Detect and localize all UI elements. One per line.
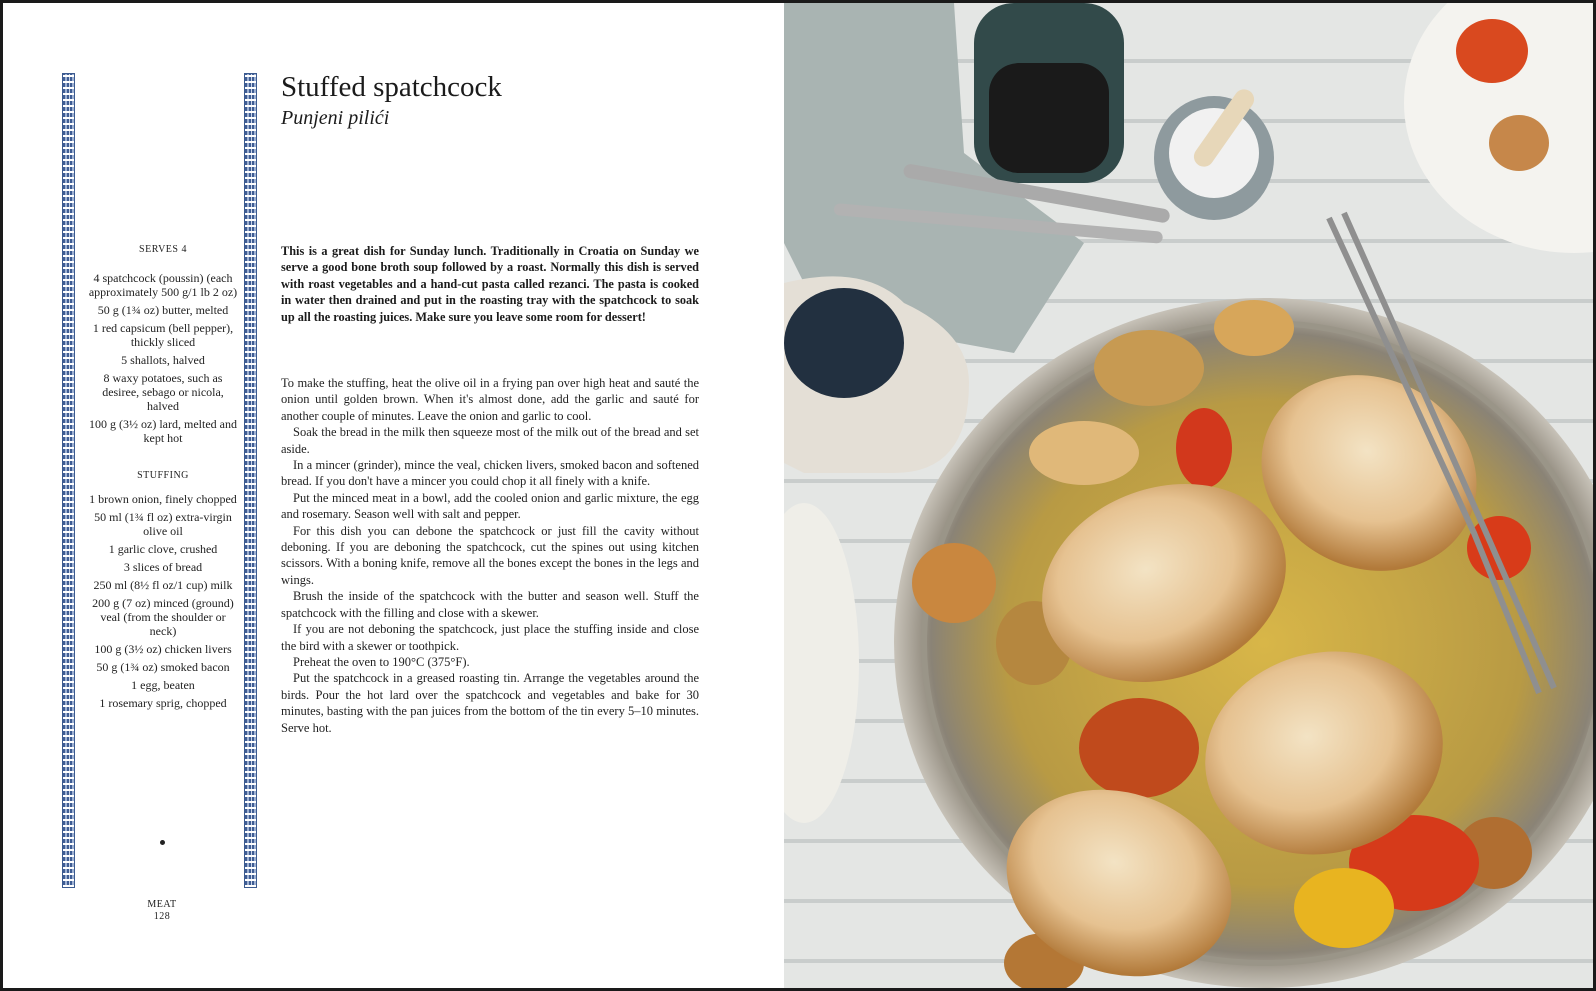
method-paragraph: If you are not deboning the spatchcock, just place the stuffing inside and close the bird with a skewer or toothpick. (281, 622, 699, 653)
method-paragraph: Soak the bread in the milk then squeeze most of the milk out of the bread and set aside. (281, 425, 699, 456)
decorative-border-left (62, 73, 75, 888)
section-name: MEAT (147, 899, 177, 910)
decorative-border-right (244, 73, 257, 888)
ingredient-item: 100 g (3½ oz) lard, melted and kept hot (89, 417, 237, 445)
recipe-intro: This is a great dish for Sunday lunch. Traditionally in Croatia on Sunday we serve a good bone broth soup followed by a roast. Normally this dish is served with roast vegetables and a hand-cut pasta called rezanci. The pasta is cooked in water then drained and put in the roasting tray with the spatchcock to soak up all the roasting juices. Make sure you leave some room for dessert! (281, 244, 699, 324)
ingredient-item: 1 red capsicum (bell pepper), thickly sliced (92, 321, 234, 349)
roast-potato (1094, 330, 1204, 406)
serves-label: SERVES 4 (139, 244, 187, 255)
stuffing-item: 100 g (3½ oz) chicken livers (94, 642, 232, 656)
dish-photo (784, 3, 1593, 988)
method-text (281, 375, 699, 736)
page-folio (123, 899, 201, 923)
ingredient-item: 8 waxy potatoes, such as desiree, sebago or nicola, halved (102, 371, 224, 413)
stuffing-item: 1 rosemary sprig, chopped (99, 696, 227, 710)
page-number: 128 (153, 911, 171, 922)
stuffing-item: 1 egg, beaten (131, 678, 195, 692)
ingredient-item: 4 spatchcock (poussin) (each approximately 500 g/1 lb 2 oz) (88, 271, 238, 299)
method-paragraph: Put the minced meat in a bowl, add the cooled onion and garlic mixture, the egg and rosemary. Season well with salt and pepper. (281, 490, 699, 522)
stuffing-item: 50 ml (1¾ fl oz) extra-virgin olive oil (94, 510, 232, 538)
stuffing-item: 50 g (1¾ oz) smoked bacon (96, 660, 230, 674)
method-paragraph: Put the spatchcock in a greased roasting tin. Arrange the vegetables around the birds. Pour the hot lard over the spatchcock and vegetables and bake for 30 minutes, basting with the pan juices from the bottom of the tin every 5–10 minutes. Serve hot. (281, 671, 699, 735)
method-paragraph: For this dish you can debone the spatchcock or just fill the cavity without deboning. If you are deboning the spatchcock, cut the spines out using kitchen scissors. With a boning knife, remove all the bones except the bones in the legs and wings. (281, 523, 699, 587)
stuffing-item: 250 ml (8½ fl oz/1 cup) milk (93, 578, 233, 592)
stuffing-item: 1 garlic clove, crushed (108, 542, 218, 556)
left-page (3, 3, 799, 988)
ingredient-item: 5 shallots, halved (121, 353, 205, 367)
ingredient-item: 50 g (1¾ oz) butter, melted (97, 303, 229, 317)
method-paragraph: Brush the inside of the spatchcock with the butter and season well. Stuff the spatchcock with the filling and close with a skewer. (281, 589, 699, 620)
roast-tomato (1176, 408, 1232, 488)
method-paragraph: To make the stuffing, heat the olive oil in a frying pan over high heat and sauté the onion until golden brown. When it's almost done, add the garlic and sauté for another couple of minutes. Leave the onion and garlic to cool. (281, 376, 699, 423)
food-photograph (784, 3, 1593, 988)
stuffing-item: 3 slices of bread (123, 560, 203, 574)
recipe-subtitle: Punjeni pilići (281, 107, 390, 129)
ingredients-column (87, 243, 239, 714)
stuffing-item: 200 g (7 oz) minced (ground) veal (from the shoulder or neck) (92, 596, 234, 638)
method-paragraph: Preheat the oven to 190°C (375°F). (293, 654, 470, 669)
stuffing-heading: STUFFING (137, 470, 189, 481)
bullet-ornament (160, 840, 165, 845)
method-paragraph: In a mincer (grinder), mince the veal, chicken livers, smoked bacon and softened bread. If you don't have a mincer you could chop it all finely with a knife. (281, 458, 699, 489)
recipe-title: Stuffed spatchcock (281, 71, 502, 103)
stuffing-item: 1 brown onion, finely chopped (89, 492, 237, 506)
book-spread (3, 3, 1593, 988)
